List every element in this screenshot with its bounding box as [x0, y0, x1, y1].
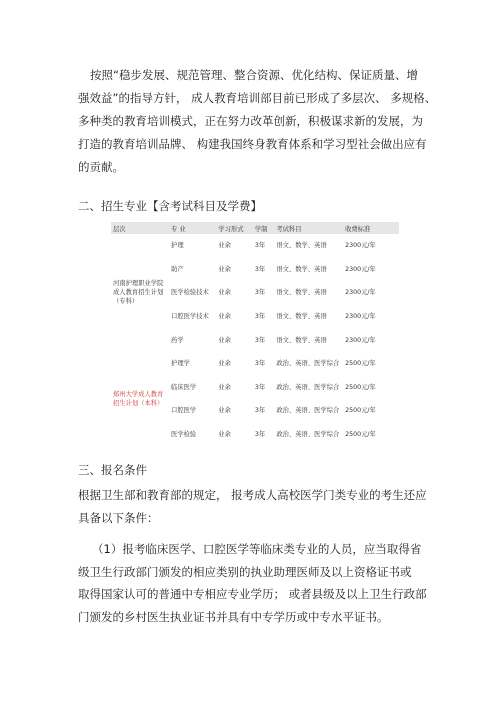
subjects-cell: 政治、英语、医学综合: [276, 407, 340, 415]
header-subjects: 考试科目: [274, 222, 343, 234]
enrollment-table: [111, 222, 399, 447]
intro-line: 按照“稳步发展、规范管理、整合资源、优化结构、保证质量、增: [90, 68, 418, 82]
major-cell: 护理学: [171, 360, 190, 368]
fee-cell: 2500元/年: [345, 407, 376, 415]
level-cell-university: 郑州大学成人教育招生计划（本科）: [113, 391, 164, 408]
years-cell: 3年: [254, 407, 266, 415]
fee-cell: 2300元/年: [345, 313, 376, 321]
major-cell: 医学检验: [171, 431, 197, 439]
section-3-intro-line: 具备以下条件：: [78, 511, 159, 525]
fee-cell: 2300元/年: [345, 289, 376, 297]
table-header-row: [111, 222, 399, 234]
subjects-cell: 政治、英语、医学综合: [276, 360, 340, 368]
table-row: [111, 234, 399, 258]
years-cell: 3年: [254, 313, 266, 321]
form-cell: 业余: [218, 336, 231, 344]
form-cell: 业余: [218, 431, 231, 439]
header-years: 学制: [253, 222, 274, 234]
major-cell: 临床医学: [171, 383, 197, 391]
years-cell: 3年: [254, 383, 266, 391]
section-3-title: 三、报名条件: [78, 463, 147, 477]
form-cell: 业余: [218, 383, 231, 391]
intro-paragraph: [78, 64, 438, 179]
form-cell: 业余: [218, 360, 231, 368]
years-cell: 3年: [254, 242, 266, 250]
fee-cell: 2300元/年: [345, 336, 376, 344]
major-cell: 护理: [171, 242, 184, 250]
fee-cell: 2300元/年: [345, 242, 376, 250]
major-cell: 医学检验技术: [171, 289, 209, 297]
major-cell: 药学: [171, 336, 184, 344]
fee-cell: 2500元/年: [345, 431, 376, 439]
condition-line: 门颁发的乡村医生执业证书并具有中专学历或中专水平证书。: [78, 609, 389, 624]
header-level: 层次: [111, 222, 169, 234]
condition-line: 级卫生行政部门颁发的相应类别的执业助理医师及以上资格证书或: [78, 564, 412, 579]
major-cell: 助产: [171, 265, 184, 273]
years-cell: 3年: [254, 431, 266, 439]
years-cell: 3年: [254, 336, 266, 344]
section-3-intro-line: 根据卫生部和教育部的规定， 报考成人高校医学门类专业的考生还应: [78, 488, 427, 502]
section-2-title: 二、招生专业【含考试科目及学费】: [78, 199, 262, 213]
intro-line: 的贡献。: [78, 160, 124, 174]
form-cell: 业余: [218, 313, 231, 321]
table-row: [111, 352, 399, 376]
section-3-intro: [78, 484, 438, 530]
header-fee: 收费标准: [343, 222, 399, 234]
form-cell: 业余: [218, 242, 231, 250]
fee-cell: 2300元/年: [345, 265, 376, 273]
fee-cell: 2500元/年: [345, 383, 376, 391]
major-cell: 口腔医学: [171, 407, 197, 415]
subjects-cell: 语文、数学、英语: [276, 336, 327, 344]
header-major: 专 业: [169, 222, 216, 234]
intro-line: 打造的教育培训品牌、 构建我国终身教育体系和学习型社会做出应有: [78, 137, 427, 151]
level-cell-college: 河南护理职业学院成人教育招生计划（专科）: [113, 280, 164, 306]
intro-line: 强效益”的指导方针， 成人教育培训部目前已形成了多层次、 多规格、: [78, 91, 437, 105]
form-cell: 业余: [218, 289, 231, 297]
years-cell: 3年: [254, 265, 266, 273]
years-cell: 3年: [254, 289, 266, 297]
subjects-cell: 政治、英语、医学综合: [276, 431, 340, 439]
subjects-cell: 语文、数学、英语: [276, 265, 327, 273]
fee-cell: 2500元/年: [345, 360, 376, 368]
years-cell: 3年: [254, 360, 266, 368]
subjects-cell: 语文、数学、英语: [276, 313, 327, 321]
header-form: 学习形式: [216, 222, 253, 234]
form-cell: 业余: [218, 265, 231, 273]
condition-line: （1）报考临床医学、口腔医学等临床类专业的人员，应当取得省: [92, 542, 422, 556]
condition-item-1: [78, 538, 438, 628]
subjects-cell: 政治、英语、医学综合: [276, 383, 340, 391]
subjects-cell: 语文、数学、英语: [276, 242, 327, 250]
condition-line: 取得国家认可的普通中专相应专业学历； 或者县级及以上卫生行政部: [78, 587, 427, 601]
subjects-cell: 语文、数学、英语: [276, 289, 327, 297]
form-cell: 业余: [218, 407, 231, 415]
intro-line: 多种类的教育培训模式，正在努力改革创新，积极谋求新的发展，为: [78, 114, 423, 128]
major-cell: 口腔医学技术: [171, 313, 209, 321]
